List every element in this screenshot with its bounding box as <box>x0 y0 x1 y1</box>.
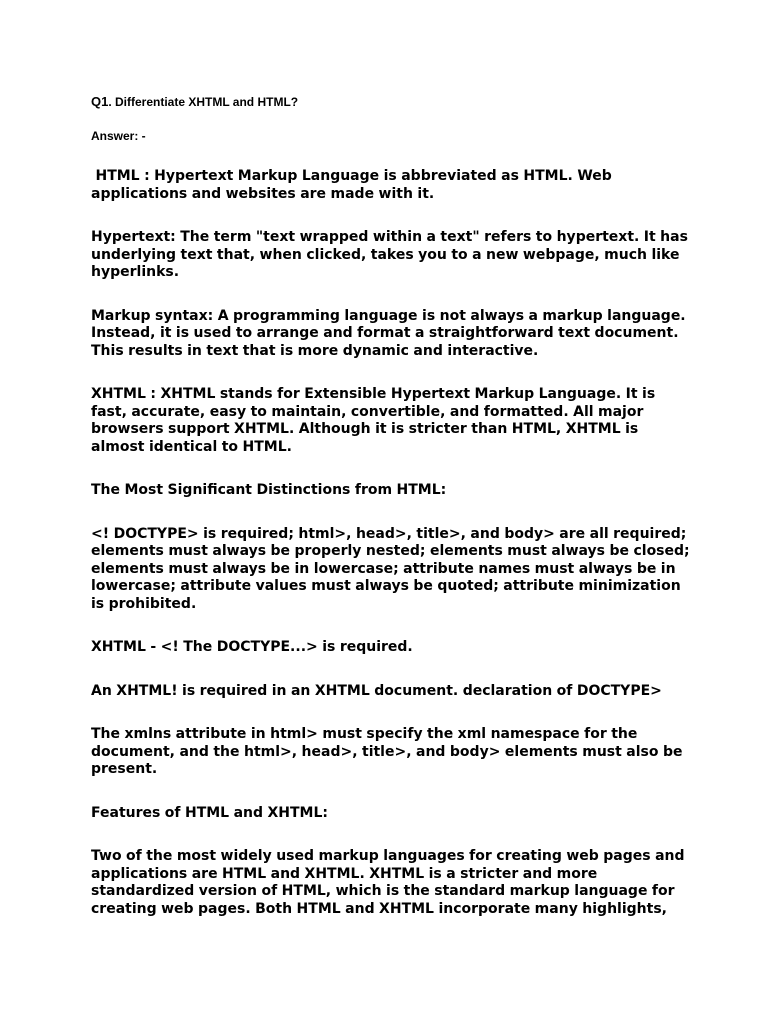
question-separator: . <box>108 95 116 109</box>
paragraph-markup-syntax: Markup syntax: A programming language is not always a markup language. Instead, it is used to arrange and format a straightforward text document. This results in text that is more dynamic and interactive. <box>91 307 691 359</box>
paragraph-xhtml-definition: XHTML : XHTML stands for Extensible Hypertext Markup Language. It is fast, accurate, easy to maintain, convertible, and formatted. All major browsers support XHTML. Although it is stricter than HTML, XHTML is almost identical to HTML. <box>91 386 660 455</box>
question-heading <box>91 94 691 110</box>
paragraph-doctype-declaration: An XHTML! is required in an XHTML document. declaration of DOCTYPE> <box>91 682 662 699</box>
question-text: Differentiate XHTML and HTML? <box>115 95 299 109</box>
paragraph-features-heading: Features of HTML and XHTML: <box>91 804 329 821</box>
paragraph-features-body: Two of the most widely used markup languages for creating web pages and applications are HTML and XHTML. XHTML is a stricter and more standardized version of HTML, which is the standard markup language for creating web pages. Both HTML and XHTML incorporate many highlights, <box>91 848 689 917</box>
paragraph-distinctions-list: <! DOCTYPE> is required; html>, head>, title>, and body> are all required; elements must always be properly nested; elements must always be closed; elements must always be in lowercase; attribute names must always be in lowercase; attribute values must always be quoted; attribute minimization is prohibited. <box>91 525 695 612</box>
paragraph-html-definition: HTML : Hypertext Markup Language is abbreviated as HTML. Web applications and websites are made with it. <box>91 168 617 202</box>
paragraph-doctype-required: XHTML - <! The DOCTYPE...> is required. <box>91 639 413 655</box>
answer-label: Answer: - <box>91 129 146 143</box>
question-number: Q1 <box>91 94 109 109</box>
paragraph-distinctions-heading: The Most Significant Distinctions from HTML: <box>91 482 447 498</box>
paragraph-xmlns-attribute: The xmlns attribute in html> must specify the xml namespace for the document, and the html>, head>, title>, and body> elements must also be present. <box>91 726 687 777</box>
document-body <box>91 94 695 944</box>
paragraph-hypertext: Hypertext: The term "text wrapped within a text" refers to hypertext. It has underlying text that, when clicked, takes you to a new webpage, much like hyperlinks. <box>91 229 693 280</box>
